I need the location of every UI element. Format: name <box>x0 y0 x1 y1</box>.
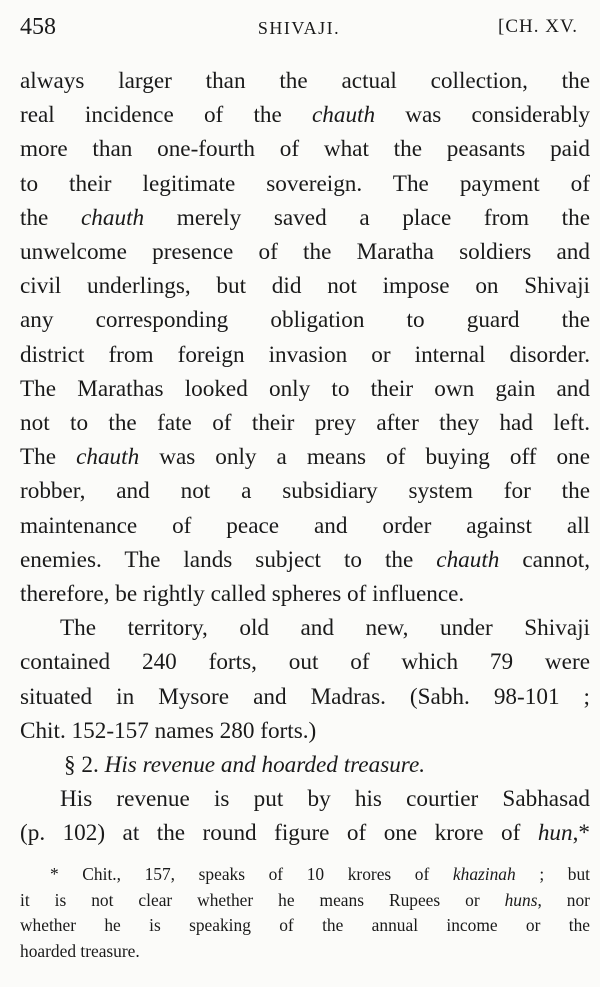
text-line: unwelcome presence of the Maratha soldiers and <box>20 239 590 266</box>
page-number: 458 <box>20 14 56 40</box>
text-line: always larger than the actual collection, the <box>20 68 590 94</box>
text-line: robber, and not a subsidiary system for the <box>20 478 590 505</box>
text-line: civil underlings, but did not impose on Shivaji <box>20 273 590 300</box>
text-line: real incidence of the chauth was considerably <box>20 102 590 129</box>
text-line: the chauth merely saved a place from the <box>20 204 590 231</box>
running-header <box>20 14 578 48</box>
text-line: situated in Mysore and Madras. (Sabh. 98-101 ; <box>20 683 590 710</box>
text-line: The territory, old and new, under Shivaji <box>60 615 590 642</box>
footnote <box>20 862 590 964</box>
text-line: not to the fate of their prey after they had left. <box>20 410 590 437</box>
footnote-line: it is not clear whether he means Rupees or huns, nor <box>20 889 590 910</box>
body-text <box>20 64 590 851</box>
text-line: to their legitimate sovereign. The payment of <box>20 170 590 197</box>
footnote-line: * Chit., 157, speaks of 10 krores of khazinah ; but <box>50 864 590 884</box>
text-line: His revenue is put by his courtier Sabhasad <box>60 786 590 813</box>
chapter-label: [CH. XV. <box>498 16 578 37</box>
footnote-line: hoarded treasure. <box>20 940 140 961</box>
text-line: more than one-fourth of what the peasants paid <box>20 136 590 163</box>
text-line: Chit. 152-157 names 280 forts.) <box>20 717 317 744</box>
text-line: district from foreign invasion or internal disorder. <box>20 341 590 368</box>
running-title: SHIVAJI. <box>257 18 341 38</box>
text-line: enemies. The lands subject to the chauth cannot, <box>20 546 590 573</box>
text-line: any corresponding obligation to guard the <box>20 307 590 334</box>
text-line: maintenance of peace and order against all <box>20 512 590 539</box>
section-heading: § 2. His revenue and hoarded treasure. <box>64 752 426 779</box>
text-line: The Marathas looked only to their own gain and <box>20 375 590 402</box>
text-line: therefore, be rightly called spheres of influence. <box>20 581 465 608</box>
text-line: contained 240 forts, out of which 79 were <box>20 649 590 676</box>
text-line: (p. 102) at the round figure of one krore of hun,* <box>20 820 590 847</box>
text-line: The chauth was only a means of buying off one <box>20 444 590 471</box>
footnote-line: whether he is speaking of the annual income or the <box>20 915 590 936</box>
